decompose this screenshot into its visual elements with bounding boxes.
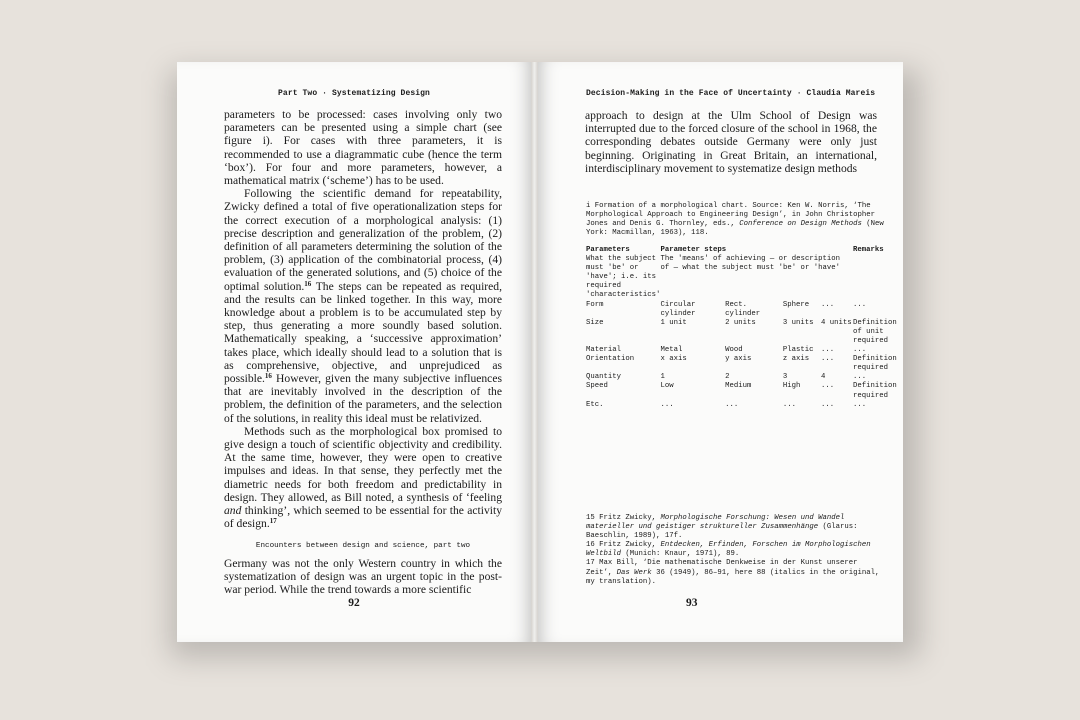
table-cell-step: 3 units <box>782 318 814 327</box>
table-cell-remark: ... <box>853 346 867 355</box>
header-parameter-steps: Parameter steps <box>660 246 727 254</box>
footnote-15: 15 Fritz Zwicky, Morphologische Forschung: Wesen und Wandel materieller und geistiger struktureller Zusammenhänge (Glarus: Baeschlin, 1989), 17f. <box>586 514 858 541</box>
table-cell-step: ... <box>821 400 835 409</box>
table-cell-remark: ... <box>853 373 867 382</box>
table-cell-step: ... <box>821 355 835 364</box>
table-row <box>586 382 903 400</box>
table-header-row <box>586 246 903 255</box>
table-cell-step: Circular cylinder <box>660 300 696 318</box>
table-cell-step: 2 units <box>725 318 756 327</box>
table-cell-step: x axis <box>660 355 687 364</box>
table-row <box>586 373 903 382</box>
table-cell-step: 1 <box>660 373 665 382</box>
table-cell-step: High <box>782 382 801 391</box>
header-remarks: Remarks <box>853 246 884 254</box>
running-head-right: Decision-Making in the Face of Uncertainty · Claudia Mareis <box>586 89 876 98</box>
table-cell-remark: Definition required <box>853 355 897 373</box>
table-cell-step: y axis <box>725 355 752 364</box>
page-number-left: 92 <box>348 597 360 609</box>
running-head-left: Part Two · Systematizing Design <box>278 89 430 98</box>
table-cell-step: ... <box>660 400 674 409</box>
table-row <box>586 401 903 410</box>
table-cell-step: ... <box>782 400 796 409</box>
table-cell-step: Sphere <box>782 300 810 309</box>
table-cell-step: Plastic <box>782 346 814 355</box>
table-cell-parameter: Material <box>586 346 622 355</box>
book-gutter <box>531 62 538 642</box>
table-row <box>586 346 903 355</box>
table-cell-step: Medium <box>725 382 752 391</box>
table-cell-step: ... <box>725 400 739 409</box>
header-parameters: Parameters <box>586 246 630 254</box>
table-cell-step: ... <box>821 382 835 391</box>
table-cell-step: ... <box>821 346 835 355</box>
table-cell-step: 4 units <box>821 318 852 327</box>
table-cell-parameter: Speed <box>586 382 608 391</box>
table-description-row <box>586 255 903 300</box>
page-number-right: 93 <box>686 597 698 609</box>
table-cell-remark: ... <box>853 300 867 309</box>
table-cell-step: Low <box>660 382 674 391</box>
footnote-16: 16 Fritz Zwicky, Entdecken, Erfinden, Forschen im Morphologischen Weltbild (Munich: Knaur, 1971), 89. <box>586 541 871 559</box>
table-cell-remark: ... <box>853 400 867 409</box>
right-page <box>538 62 903 642</box>
paragraph-4: Germany was not the only Western country in which the systematization of design was an urgent topic in the post-war period. While the trend towards a more scientific <box>224 556 502 597</box>
left-page <box>177 62 531 642</box>
paragraph-3: Methods such as the morphological box promised to give design a touch of scientific objectivity and credibility. At the same time, however, they were open to creative impulses and ideas. In that sense, they perfectly met the diametric needs for both freedom and predictability in design. They allowed, as Bill noted, a synthesis of ‘feeling and thinking’, which seemed to be essential for the activity of design.$^{17}$ <box>224 424 502 531</box>
section-heading: Encounters between design and science, part two <box>255 541 471 550</box>
table-cell-step: z axis <box>782 355 810 364</box>
table-row <box>586 355 903 373</box>
paragraph-2: Following the scientific demand for repeatability, Zwicky defined a total of five operationalization steps for the correct execution of a morphological analysis: (1) precise description and generalization of the problem, (2) definition of all parameters determining the solution of the problem, (3) application of the combinatorial process, (4) evaluation of the generated solutions, and (5) choice of the optimal solution.$^{16}$ The steps can be repeated as required, and the results can be linked together. In this way, more knowledge about a problem is to be accumulated step by step, thus generating a more soundly based solution. Mathematically speaking, a ‘successive approximation’ takes place, which ideally should lead to a solution that is as comprehensive, objective, and unprejudiced as possible.$^{16}$ However, given the many subjective influences that are inevitably involved in the description of the problem, the definition of the parameters, and the selection of the solutions, in reality this ideal must be relativized. <box>224 187 502 425</box>
table-cell-step: 1 unit <box>660 318 687 327</box>
figure-caption: i Formation of a morphological chart. Source: Ken W. Norris, ‘The Morphological Approach to Engineering Design’, in John Christopher Jones and Denis G. Thornley, eds., Conference on Design Methods (New York: Macmillan, 1963), 118. <box>586 202 884 238</box>
table-cell-parameter: Etc. <box>586 400 604 409</box>
table-cell-step: Wood <box>725 346 743 355</box>
morphological-chart-table <box>586 246 903 410</box>
table-cell-parameter: Orientation <box>586 355 635 364</box>
paragraph-1: parameters to be processed: cases involving only two parameters can be presented using a simple chart (see figure i). For cases with three parameters, it is recommended to use a diagrammatic cube (hence the term ‘box’). For four and more parameters, however, a mathematical matrix (‘scheme’) has to be used. <box>224 108 502 188</box>
table-cell-step: ... <box>821 300 835 309</box>
table-cell-step: Rect. cylinder <box>725 300 761 318</box>
description-parameter-steps: The 'means' of achieving — or description of — what the subject must 'be' or 'have' <box>660 255 840 273</box>
left-body-text <box>224 108 502 596</box>
table-cell-parameter: Form <box>586 300 604 309</box>
table-cell-remark: Definition required <box>853 382 897 400</box>
footnotes <box>586 514 886 587</box>
table-cell-step: 4 <box>821 373 826 382</box>
description-parameters: What the subject must 'be' or 'have'; i.e. its required 'characteristics' <box>586 255 661 300</box>
table-cell-step: 3 <box>782 373 788 382</box>
table-row <box>586 301 903 319</box>
table-row <box>586 319 903 346</box>
table-cell-step: Metal <box>660 346 683 355</box>
table-cell-remark: Definition of unit required <box>853 318 897 345</box>
right-body-text <box>585 109 877 175</box>
table-cell-parameter: Size <box>586 318 604 327</box>
table-cell-step: 2 <box>725 373 730 382</box>
paragraph-continued: approach to design at the Ulm School of Design was interrupted due to the forced closure of the school in 1968, the corresponding debates outside Germany were only just beginning. Originating in Great Britain, an international, interdisciplinary movement to systematize design methods <box>585 109 877 175</box>
table-cell-parameter: Quantity <box>586 373 622 382</box>
footnote-17: 17 Max Bill, ‘Die mathematische Denkweise in der Kunst unserer Zeit’, Das Werk 36 (1949), 86–91, here 88 (italics in the original, my translation). <box>586 559 880 586</box>
